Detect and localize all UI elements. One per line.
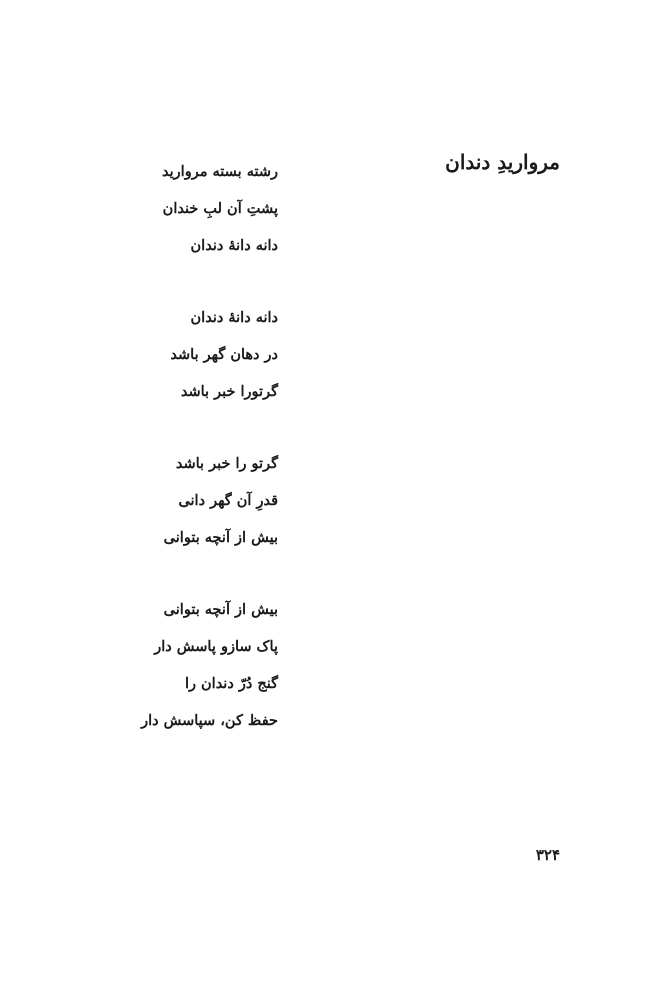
- stanza-4: [78, 591, 278, 739]
- poem-line: گرتو را خبر باشد: [175, 455, 278, 472]
- poem-line: در دهان گهر باشد: [170, 346, 278, 363]
- poem-line: گرتورا خبر باشد: [180, 383, 278, 400]
- poem-line: حفظ کن، سپاسش دار: [141, 712, 278, 729]
- page-number: ۳۲۴: [535, 846, 560, 864]
- poem-line: گنج دُرّ دندان را: [184, 675, 278, 692]
- poem-title: مرواریدِ دندان: [445, 150, 560, 174]
- poem-line: بیش از آنچه بتوانی: [163, 601, 278, 618]
- stanza-1: [78, 153, 278, 264]
- poem-line: بیش از آنچه بتوانی: [163, 529, 278, 546]
- poem-line: پشتِ آن لبِ خندان: [162, 200, 278, 217]
- poem-line: رشته بسته مروارید: [162, 163, 278, 180]
- poem-line: دانه دانهٔ دندان: [190, 237, 278, 254]
- poem-body: [78, 153, 278, 774]
- poem-line: قدرِ آن گهر دانی: [178, 492, 278, 509]
- poem-line: دانه دانهٔ دندان: [190, 309, 278, 326]
- stanza-2: [78, 299, 278, 410]
- stanza-3: [78, 445, 278, 556]
- poem-line: پاک سازو پاسش دار: [154, 638, 278, 655]
